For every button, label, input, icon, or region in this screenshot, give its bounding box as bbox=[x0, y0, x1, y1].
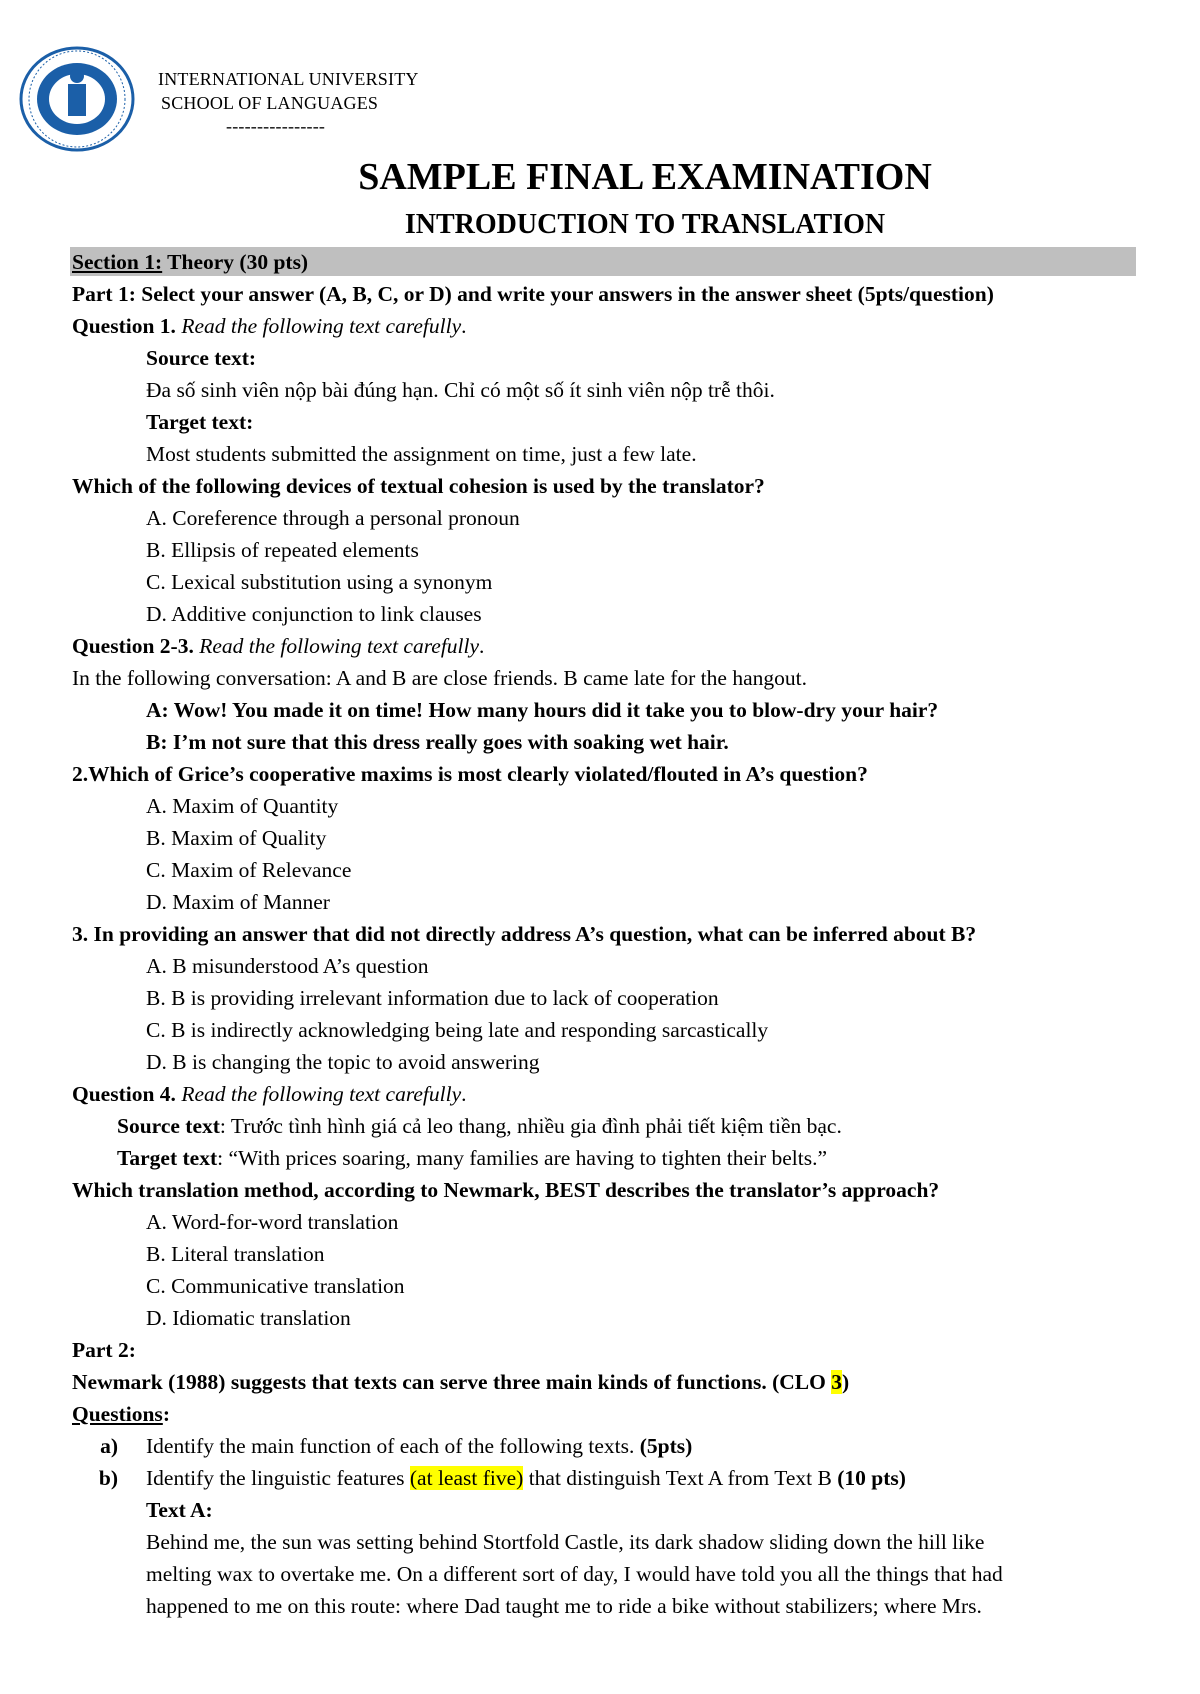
header-divider: ---------------- bbox=[226, 116, 326, 136]
q2-option-d[interactable]: D. Maxim of Manner bbox=[146, 890, 330, 914]
q1-question: Which of the following devices of textual cohesion is used by the translator? bbox=[72, 474, 765, 498]
section-1-heading: Section 1: Theory (30 pts) bbox=[72, 250, 309, 274]
page-subtitle: INTRODUCTION TO TRANSLATION bbox=[404, 209, 886, 240]
q1-option-c[interactable]: C. Lexical substitution using a synonym bbox=[146, 570, 493, 594]
q1-option-b[interactable]: B. Ellipsis of repeated elements bbox=[146, 538, 419, 562]
q1-target-text: Most students submitted the assignment on time, just a few late. bbox=[146, 442, 697, 466]
q23-dialogue-a: A: Wow! You made it on time! How many hours did it take you to blow-dry your hair? bbox=[146, 698, 939, 722]
q4-target: Target text: “With prices soaring, many families are having to tighten their belts.” bbox=[117, 1146, 828, 1170]
university-logo bbox=[18, 46, 136, 152]
page-title: SAMPLE FINAL EXAMINATION bbox=[358, 156, 932, 198]
part-2-intro: Newmark (1988) suggests that texts can serve three main kinds of functions. (CLO 3) bbox=[72, 1370, 850, 1394]
q1-option-d[interactable]: D. Additive conjunction to link clauses bbox=[146, 602, 482, 626]
university-name: INTERNATIONAL UNIVERSITY bbox=[158, 69, 419, 89]
part2-question-b: b) Identify the linguistic features (at least five) that distinguish Text A from Text B (10 pts) bbox=[98, 1466, 906, 1490]
part-1-heading: Part 1: Select your answer (A, B, C, or D) and write your answers in the answer sheet (5pts/question) bbox=[72, 282, 994, 306]
text-a-line: Behind me, the sun was setting behind Stortfold Castle, its dark shadow sliding down the hill like bbox=[146, 1530, 985, 1554]
q4-option-c[interactable]: C. Communicative translation bbox=[146, 1274, 405, 1298]
part2-question-a: a) Identify the main function of each of the following texts. (5pts) bbox=[100, 1434, 693, 1458]
q2-option-b[interactable]: B. Maxim of Quality bbox=[146, 826, 327, 850]
q1-source-text: Đa số sinh viên nộp bài đúng hạn. Chỉ có một số ít sinh viên nộp trễ thôi. bbox=[146, 378, 775, 402]
q4-option-b[interactable]: B. Literal translation bbox=[146, 1242, 325, 1266]
school-name: SCHOOL OF LANGUAGES bbox=[161, 93, 379, 113]
text-a-label: Text A: bbox=[146, 1498, 213, 1522]
q2-option-a[interactable]: A. Maxim of Quantity bbox=[146, 794, 339, 818]
q23-context: In the following conversation: A and B are close friends. B came late for the hangout. bbox=[72, 666, 807, 690]
q3-option-a[interactable]: A. B misunderstood A’s question bbox=[146, 954, 429, 978]
q3-option-d[interactable]: D. B is changing the topic to avoid answering bbox=[146, 1050, 540, 1074]
q4-option-d[interactable]: D. Idiomatic translation bbox=[146, 1306, 351, 1330]
q2-question: 2.Which of Grice’s cooperative maxims is most clearly violated/flouted in A’s question? bbox=[72, 762, 868, 786]
q4-source: Source text: Trước tình hình giá cả leo thang, nhiều gia đình phải tiết kiệm tiền bạc. bbox=[117, 1114, 842, 1138]
q23-dialogue-b: B: I’m not sure that this dress really goes with soaking wet hair. bbox=[146, 730, 729, 754]
q1-option-a[interactable]: A. Coreference through a personal pronoun bbox=[146, 506, 520, 530]
text-a-line: happened to me on this route: where Dad taught me to ride a bike without stabilizers; where Mrs. bbox=[146, 1594, 982, 1618]
question-1-heading: Question 1. Read the following text carefully. bbox=[72, 314, 467, 338]
part-2-heading: Part 2: bbox=[72, 1338, 136, 1362]
q1-source-label: Source text: bbox=[146, 346, 257, 370]
q4-option-a[interactable]: A. Word-for-word translation bbox=[146, 1210, 399, 1234]
q3-option-c[interactable]: C. B is indirectly acknowledging being late and responding sarcastically bbox=[146, 1018, 769, 1042]
question-2-3-heading: Question 2-3. Read the following text carefully. bbox=[72, 634, 485, 658]
question-4-heading: Question 4. Read the following text carefully. bbox=[72, 1082, 467, 1106]
q1-target-label: Target text: bbox=[146, 410, 254, 434]
questions-heading: Questions: bbox=[72, 1402, 170, 1426]
q2-option-c[interactable]: C. Maxim of Relevance bbox=[146, 858, 352, 882]
text-a-line: melting wax to overtake me. On a different sort of day, I would have told you all the things that had bbox=[146, 1562, 1003, 1586]
q4-question: Which translation method, according to Newmark, BEST describes the translator’s approach? bbox=[72, 1178, 940, 1202]
q3-option-b[interactable]: B. B is providing irrelevant information due to lack of cooperation bbox=[146, 986, 719, 1010]
q3-question: 3. In providing an answer that did not directly address A’s question, what can be inferred about B? bbox=[72, 922, 977, 946]
